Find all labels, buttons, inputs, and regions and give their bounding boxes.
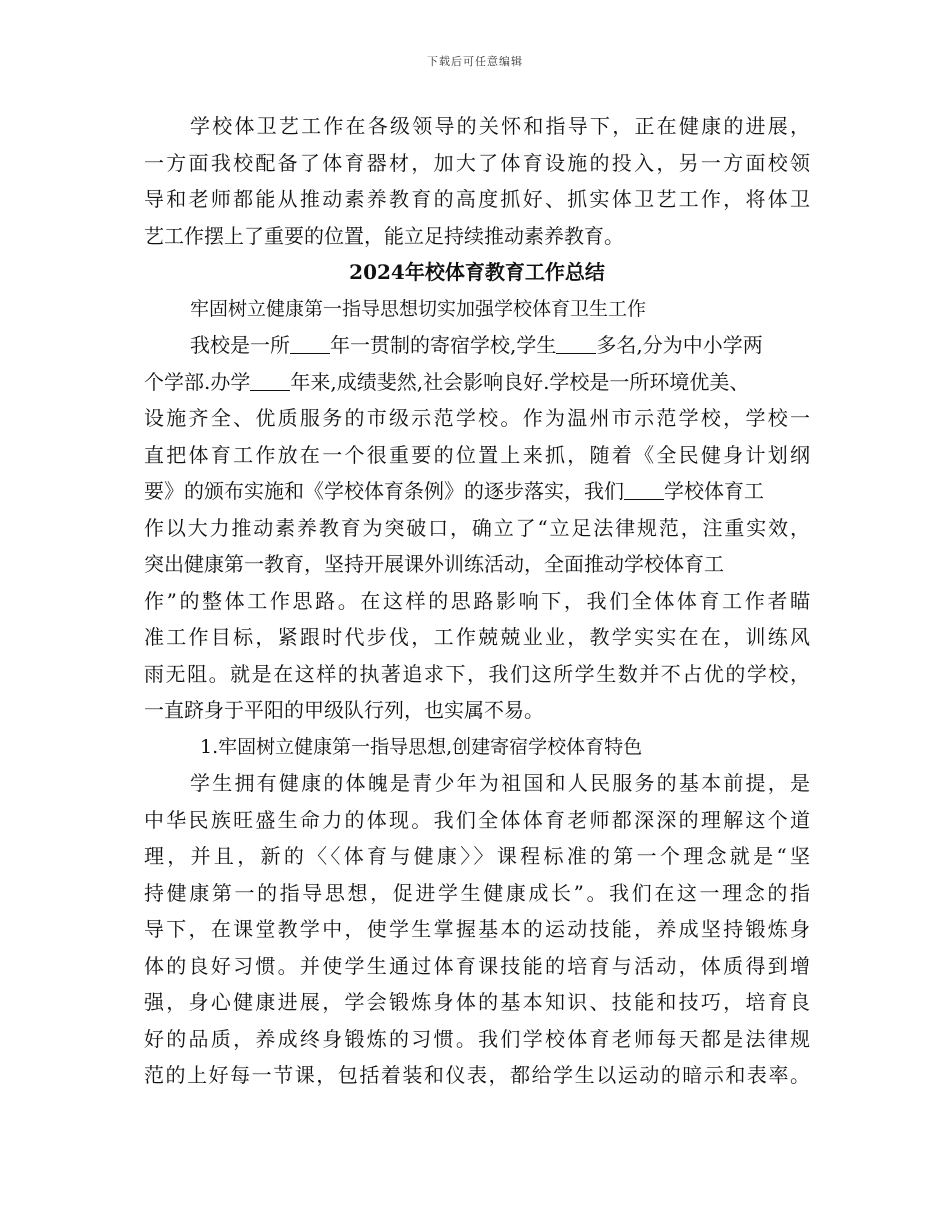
intro-line: 艺工作摆上了重要的位置，能立足持续推动素养教育。 — [144, 223, 624, 248]
para2-line: 范的上好每一节课，包括着装和仪表，都给学生以运动的暗示和表率。 — [144, 1063, 810, 1087]
para2-line: 持健康第一的指导思想，促进学生健康成长”。我们在这一理念的指 — [144, 880, 810, 905]
article-title: 2024年校体育教育工作总结 — [349, 260, 605, 284]
para2-line: 中华民族旺盛生命力的体现。我们全体体育老师都深深的理解这个道 — [144, 807, 810, 832]
para1-line: 突出健康第一教育，坚持开展课外训练活动，全面推动学校体育工 — [144, 552, 724, 576]
para1-line: 雨无阻。就是在这样的执著追求下，我们这所学生数并不占优的学校， — [144, 661, 810, 686]
intro-line: 学校体卫艺工作在各级领导的关怀和指导下，正在健康的进展， — [190, 114, 810, 138]
fill-blank — [290, 335, 330, 354]
para2-line: 体的良好习惯。并使学生通过体育课技能的培育与活动，体质得到增 — [144, 953, 810, 978]
section-heading: 1.牢固树立健康第一指导思想,创建寄宿学校体育特色 — [200, 735, 643, 758]
para1-line: 要》的颁布实施和《学校体育条例》的逐步落实，我们 学校体育工 — [144, 479, 764, 503]
para1-line: 准工作目标，紧跟时代步伐，工作兢兢业业，教学实实在在，训练风 — [144, 625, 810, 649]
para1-line: 设施齐全、优质服务的市级示范学校。作为温州市示范学校，学校一 — [144, 406, 810, 430]
para1-line: 作以大力推动素养教育为突破口，确立了“立足法律规范，注重实效， — [144, 515, 810, 540]
para1-line: 直把体育工作放在一个很重要的位置上来抓，随着《全民健身计划纲 — [144, 442, 810, 467]
fill-blank — [250, 372, 290, 391]
para2-line: 理，并且，新的〈〈体育与健康〉〉课程标准的第一个理念就是“坚 — [144, 844, 810, 868]
para1-line: 个学部.办学 年来,成绩斐然,社会影响良好.学校是一所环境优美、 — [144, 369, 750, 394]
document-body — [144, 108, 810, 1094]
intro-line: 导和老师都能从推动素养教育的高度抓好、抓实体卫艺工作，将体卫 — [144, 187, 810, 211]
para2-line: 好的品质，养成终身锻炼的习惯。我们学校体育老师每天都是法律规 — [144, 1026, 810, 1051]
article-subtitle: 牢固树立健康第一指导思想切实加强学校体育卫生工作 — [190, 297, 647, 320]
header-note: 下载后可任意编辑 — [427, 55, 523, 68]
para1-line: 作”的整体工作思路。在这样的思路影响下，我们全体体育工作者瞄 — [144, 588, 810, 613]
intro-line: 一方面我校配备了体育器材，加大了体育设施的投入，另一方面校领 — [144, 150, 810, 175]
para2-line: 导下，在课堂教学中，使学生掌握基本的运动技能，养成坚持锻炼身 — [144, 917, 810, 941]
fill-blank — [556, 335, 596, 354]
para1-line: 一直跻身于平阳的甲级队行列，也实属不易。 — [144, 698, 544, 722]
para1-line: 我校是一所 年一贯制的寄宿学校,学生 多名,分为中小学两 — [190, 333, 763, 357]
para2-line: 学生拥有健康的体魄是青少年为祖国和人民服务的基本前提，是 — [190, 771, 810, 795]
para2-line: 强，身心健康进展，学会锻炼身体的基本知识、技能和技巧，培育良 — [144, 990, 810, 1014]
fill-blank — [624, 481, 664, 500]
